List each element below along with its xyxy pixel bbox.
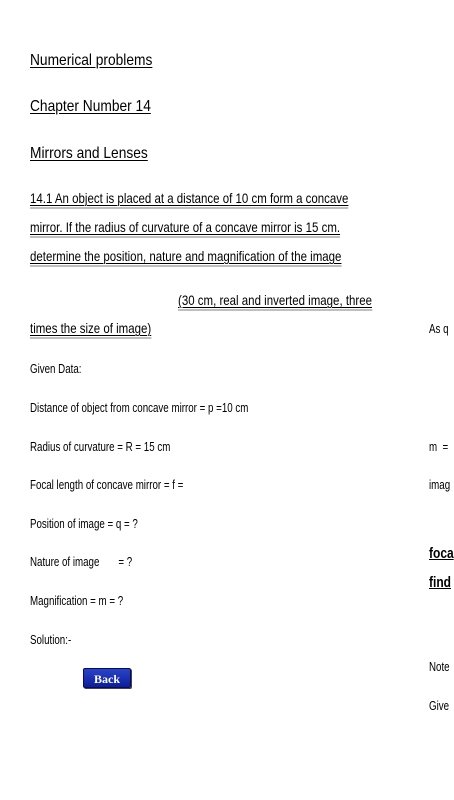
back-button[interactable]: Back — [83, 668, 131, 688]
right-foca: foca — [429, 545, 454, 562]
right-m-eq: m = — [429, 440, 449, 454]
problem-line-2: mirror. If the radius of curvature of a concave mirror is 15 cm. — [30, 219, 340, 235]
right-as-q: As q — [429, 322, 449, 336]
topic-heading: Mirrors and Lenses — [30, 145, 148, 162]
given-item-position: Position of image = q = ? — [30, 517, 138, 531]
chapter-heading: Chapter Number 14 — [30, 98, 151, 115]
right-find: find — [429, 574, 451, 591]
right-imag: imag — [429, 478, 451, 492]
solution-label: Solution:- — [30, 633, 72, 647]
given-item-distance: Distance of object from concave mirror = p =10 cm — [30, 401, 249, 415]
right-note: Note — [429, 660, 450, 674]
given-item-nature: Nature of image = ? — [30, 555, 133, 569]
given-item-magnification: Magnification = m = ? — [30, 594, 124, 608]
given-item-radius: Radius of curvature = R = 15 cm — [30, 440, 171, 454]
given-item-focal-length: Focal length of concave mirror = f = — [30, 478, 184, 492]
problem-line-3: determine the position, nature and magnification of the image — [30, 248, 341, 264]
answer-line-1: (30 cm, real and inverted image, three — [178, 292, 372, 308]
problem-line-1: 14.1 An object is placed at a distance of 10 cm form a concave — [30, 190, 348, 206]
answer-line-2: times the size of image) — [30, 320, 151, 336]
page-title: Numerical problems — [30, 52, 153, 69]
right-give: Give — [429, 699, 450, 713]
given-heading: Given Data: — [30, 362, 82, 376]
